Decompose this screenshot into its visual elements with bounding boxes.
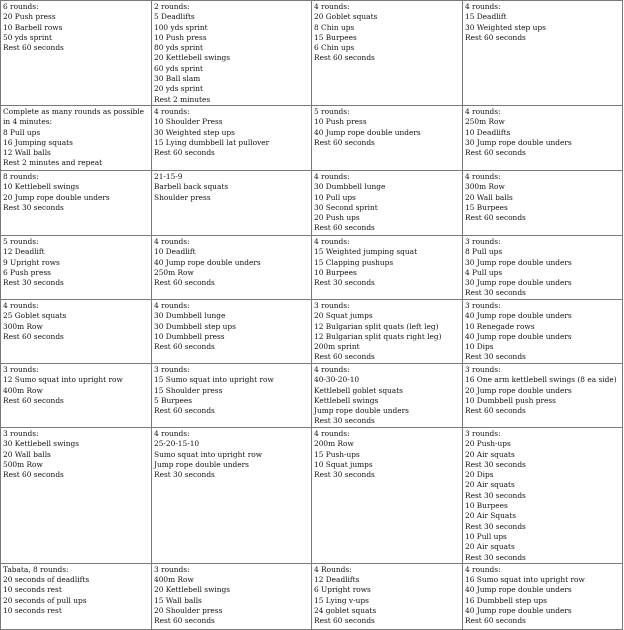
workout-cell [152, 563, 312, 629]
workout-line: 16 Dumbbell step ups [465, 595, 547, 605]
workout-line: Rest 30 seconds [314, 470, 375, 480]
workout-line: 10 Burpees [465, 501, 508, 511]
workout-line: 8 Pull ups [3, 127, 41, 137]
workout-line: 20 Squat jumps [314, 311, 373, 321]
workout-line: 25 Goblet squats [3, 311, 67, 321]
workout-line: 30 Ball slam [154, 74, 201, 84]
workout-line: 10 seconds rest [3, 585, 62, 595]
workout-line: 20 Air Squats [465, 511, 517, 521]
workout-line: 40 Jump rope double unders [465, 606, 572, 616]
workout-cell [312, 299, 463, 363]
workout-line: 300m Row [465, 182, 505, 192]
workout-line: Rest 30 seconds [314, 278, 375, 288]
workout-line: 15 Deadlift [465, 12, 507, 22]
workout-cell [463, 235, 623, 299]
workout-header: 4 rounds: [465, 171, 501, 181]
workout-line: 15 Wall balls [154, 595, 202, 605]
workout-line: 10 Squat jumps [314, 459, 373, 469]
workout-header: 3 rounds: [154, 364, 190, 374]
workout-cell [312, 1, 463, 106]
workout-line: 15 Sumo squat into upright row [154, 375, 274, 385]
workout-line: 9 Upright rows [3, 257, 60, 267]
workout-line: 20 Shoulder press [154, 606, 223, 616]
workout-line: 60 yds sprint [154, 63, 203, 73]
workout-cell [152, 1, 312, 106]
workout-header: 4 rounds: [314, 171, 350, 181]
workout-header: 4 rounds: [465, 564, 501, 574]
workout-line: 8 Chin ups [314, 22, 355, 32]
workout-line: Rest 60 seconds [314, 223, 375, 233]
workout-line: 10 Dumbbell press [154, 331, 225, 341]
workout-header: Complete as many rounds as possible in 4 minutes: [3, 106, 145, 127]
workout-cell [1, 235, 152, 299]
workout-line: 6 Chin ups [314, 43, 355, 53]
workout-line: Rest 30 seconds [3, 202, 64, 212]
workout-line: Rest 30 seconds [154, 470, 215, 480]
workout-line: 10 Burpees [314, 267, 357, 277]
workout-line: 400m Row [154, 575, 194, 585]
workout-line: 10 Deadlifts [465, 127, 511, 137]
workout-header: 4 rounds: [465, 2, 501, 11]
workout-line: 40 Jump rope double unders [465, 311, 572, 321]
workout-line: Rest 60 seconds [465, 406, 526, 416]
workout-line: 20 yds sprint [154, 84, 203, 94]
workout-cell [463, 1, 623, 106]
workout-line: 15 Weighted jumping squat [314, 247, 418, 257]
workout-header: 4 rounds: [154, 106, 190, 116]
workout-line: 10 Renegade rows [465, 321, 535, 331]
workout-line: Rest 60 seconds [465, 148, 526, 158]
workout-cell [152, 235, 312, 299]
workout-line: Rest 60 seconds [314, 616, 375, 626]
workout-line: 30 Kettlebell swings [3, 439, 80, 449]
table-row [1, 427, 623, 563]
workout-cell [1, 363, 152, 427]
workout-line: Rest 30 seconds [465, 490, 526, 500]
workout-cell [152, 299, 312, 363]
workout-line: Rest 60 seconds [3, 470, 64, 480]
workout-header: 3 rounds: [154, 564, 190, 574]
table-row [1, 235, 623, 299]
workout-header: 3 rounds: [465, 364, 501, 374]
workout-line: 20 Push ups [314, 213, 360, 223]
workout-header: 5 rounds: [314, 106, 350, 116]
workout-line: 8 Pull ups [465, 247, 503, 257]
workout-line: 10 Kettlebell swings [3, 182, 80, 192]
table-row [1, 363, 623, 427]
workout-line: 10 Pull ups [314, 192, 356, 202]
workout-line: 30 Weighted step ups [465, 22, 546, 32]
workout-line: Rest 60 seconds [465, 616, 526, 626]
workout-line: Kettlebell goblet squats [314, 385, 403, 395]
workout-cell [463, 170, 623, 235]
workout-cell [312, 427, 463, 563]
workout-header: 3 rounds: [465, 236, 501, 246]
workout-line: Barbell back squats [154, 182, 229, 192]
workout-line: 40 Jump rope double unders [465, 585, 572, 595]
workout-line: 20 Push-ups [465, 439, 511, 449]
workout-line: 10 Deadlift [154, 247, 196, 257]
workout-header: 4 rounds: [154, 300, 190, 310]
workout-header: 3 rounds: [465, 300, 501, 310]
workout-cell [463, 363, 623, 427]
workout-cell [1, 1, 152, 106]
workout-line: 10 Dumbbell push press [465, 395, 556, 405]
workout-line: 12 Bulgarian split quats (left leg) [314, 321, 439, 331]
workout-line: 500m Row [3, 459, 43, 469]
workout-line: 20 seconds of deadlifts [3, 575, 90, 585]
workout-line: 10 seconds rest [3, 606, 62, 616]
table-row [1, 105, 623, 170]
workout-cell [152, 427, 312, 563]
workout-cell [1, 105, 152, 170]
workout-line: Rest 60 seconds [3, 43, 64, 53]
workout-line: 20 Wall balls [3, 449, 51, 459]
workout-line: 10 Shoulder Press [154, 117, 223, 127]
workout-line: 200m sprint [314, 342, 360, 352]
workout-line: 20 Push press [3, 12, 56, 22]
workout-header: 3 rounds: [3, 364, 39, 374]
workout-cell [152, 105, 312, 170]
workout-line: 6 Push press [3, 267, 51, 277]
workout-line: Rest 2 minutes and repeat [3, 158, 103, 168]
workout-line: 30 Jump rope double unders [465, 278, 572, 288]
workout-line: 15 Burpees [465, 202, 508, 212]
workout-cell [1, 299, 152, 363]
workout-header: 2 rounds: [154, 2, 190, 11]
workout-line: Rest 60 seconds [314, 137, 375, 147]
workout-line: Rest 60 seconds [154, 342, 215, 352]
workout-line: 30 Dumbbell lunge [154, 311, 226, 321]
workout-line: 200m Row [314, 439, 354, 449]
workout-header: 4 rounds: [154, 236, 190, 246]
table-row [1, 299, 623, 363]
workout-header: 4 rounds: [314, 364, 350, 374]
workout-line: 16 Sumo squat into upright row [465, 575, 585, 585]
workout-line: Rest 60 seconds [465, 32, 526, 42]
table-row [1, 170, 623, 235]
workout-line: 10 Barbell rows [3, 22, 63, 32]
table-row [1, 563, 623, 629]
workout-header: 4 rounds: [3, 300, 39, 310]
workout-line: Jump rope double unders [154, 459, 249, 469]
workout-line: 50 yds sprint [3, 32, 52, 42]
workout-header: 3 rounds: [314, 300, 350, 310]
workout-line: Jump rope double unders [314, 406, 409, 416]
workout-line: Rest 2 minutes [154, 94, 211, 104]
workout-header: 4 rounds: [314, 236, 350, 246]
workout-line: Rest 30 seconds [3, 278, 64, 288]
workout-cell [312, 363, 463, 427]
workout-line: 20 Kettlebell swings [154, 585, 231, 595]
workout-line: 4 Pull ups [465, 267, 503, 277]
workout-line: 12 Deadlifts [314, 575, 360, 585]
workout-header: 21-15-9 [154, 171, 183, 181]
workout-cell [1, 563, 152, 629]
workout-cell [463, 105, 623, 170]
workout-line: 250m Row [154, 267, 194, 277]
workout-line: 12 Wall balls [3, 148, 51, 158]
workout-line: 10 Push press [154, 32, 207, 42]
workout-line: 15 Push-ups [314, 449, 360, 459]
workout-line: Rest 30 seconds [465, 459, 526, 469]
workout-line: Rest 60 seconds [154, 616, 215, 626]
workout-cell [463, 427, 623, 563]
workout-line: 40 Jump rope double unders [314, 127, 421, 137]
workout-line: Rest 60 seconds [314, 53, 375, 63]
workout-cell [152, 170, 312, 235]
workout-line: Rest 60 seconds [3, 395, 64, 405]
workout-line: 20 Air squats [465, 449, 515, 459]
workout-header: 8 rounds: [3, 171, 39, 181]
workout-line: 5 Deadlifts [154, 12, 195, 22]
workout-header: 5 rounds: [3, 236, 39, 246]
workout-line: 20 Jump rope double unders [465, 385, 572, 395]
workout-line: Rest 30 seconds [465, 288, 526, 298]
workout-line: 30 Weighted step ups [154, 127, 235, 137]
workout-line: 30 Jump rope double unders [465, 137, 572, 147]
workout-line: Rest 60 seconds [465, 213, 526, 223]
workout-line: 20 seconds of pull ups [3, 595, 87, 605]
workout-cell [1, 170, 152, 235]
workout-line: Kettlebell swings [314, 395, 379, 405]
workout-line: 30 Jump rope double unders [465, 257, 572, 267]
workout-line: 25-20-15-10 [154, 439, 200, 449]
workout-line: 30 Second sprint [314, 202, 378, 212]
workout-cell [463, 299, 623, 363]
workout-line: Rest 60 seconds [154, 406, 215, 416]
workout-line: Shoulder press [154, 192, 211, 202]
workout-line: 20 Wall balls [465, 192, 513, 202]
workout-line: 20 Air squats [465, 480, 515, 490]
workout-line: 10 Pull ups [465, 531, 507, 541]
workout-line: 12 Sumo squat into upright row [3, 375, 123, 385]
workout-line: 5 Burpees [154, 395, 193, 405]
workout-line: 20 Air squats [465, 542, 515, 552]
workout-line: Rest 60 seconds [154, 278, 215, 288]
workout-header: 4 rounds: [465, 106, 501, 116]
workout-header: 6 rounds: [3, 2, 39, 11]
workout-line: 15 Shoulder press [154, 385, 223, 395]
workout-table-body [1, 1, 623, 630]
workout-line: 15 Lying v-ups [314, 595, 369, 605]
workout-line: 20 Dips [465, 470, 494, 480]
workout-cell [312, 105, 463, 170]
workout-line: 20 Goblet squats [314, 12, 378, 22]
workout-line: 300m Row [3, 321, 43, 331]
workout-line: Rest 60 seconds [154, 148, 215, 158]
workout-line: Rest 30 seconds [314, 416, 375, 426]
workout-line: 6 Upright rows [314, 585, 371, 595]
workout-line: 12 Deadlift [3, 247, 45, 257]
workout-header: 3 rounds: [3, 428, 39, 438]
workout-header: 4 rounds: [314, 2, 350, 11]
workout-line: 15 Clapping pushups [314, 257, 394, 267]
workout-line: 10 Dips [465, 342, 494, 352]
workout-line: 15 Lying dumbbell lat pullover [154, 137, 270, 147]
workout-cell [312, 170, 463, 235]
workout-line: 80 yds sprint [154, 43, 203, 53]
workout-line: 10 Push press [314, 117, 367, 127]
workout-line: Rest 60 seconds [314, 352, 375, 362]
workout-line: 20 Kettlebell swings [154, 53, 231, 63]
workout-header: 4 rounds: [314, 428, 350, 438]
workout-header: 4 Rounds: [314, 564, 352, 574]
workout-header: Tabata, 8 rounds: [3, 564, 69, 574]
workout-line: 15 Burpees [314, 32, 357, 42]
workout-line: 40-30-20-10 [314, 375, 360, 385]
table-row [1, 1, 623, 106]
workout-line: Rest 30 seconds [465, 521, 526, 531]
workout-line: 30 Dumbbell lunge [314, 182, 386, 192]
workout-line: Rest 30 seconds [465, 352, 526, 362]
workout-line: 16 Jumping squats [3, 137, 73, 147]
workout-line: 30 Dumbbell step ups [154, 321, 236, 331]
workout-line: 40 Jump rope double unders [154, 257, 261, 267]
workout-line: Sumo squat into upright row [154, 449, 263, 459]
workout-cell [152, 363, 312, 427]
workout-line: 16 One arm kettlebell swings (8 ea side) [465, 375, 617, 385]
workout-cell [312, 235, 463, 299]
workout-line: 100 yds sprint [154, 22, 208, 32]
workout-header: 3 rounds: [465, 428, 501, 438]
workout-cell [312, 563, 463, 629]
workout-cell [1, 427, 152, 563]
workout-cell [463, 563, 623, 629]
workout-line: 12 Bulgarian split quats right leg) [314, 331, 442, 341]
workout-header: 4 rounds: [154, 428, 190, 438]
workout-line: Rest 30 seconds [465, 552, 526, 562]
workout-line: 20 Jump rope double unders [3, 192, 110, 202]
workout-line: 400m Row [3, 385, 43, 395]
workout-line: Rest 60 seconds [3, 331, 64, 341]
workout-line: 250m Row [465, 117, 505, 127]
workout-line: 24 goblet squats [314, 606, 377, 616]
workout-line: 40 Jump rope double unders [465, 331, 572, 341]
